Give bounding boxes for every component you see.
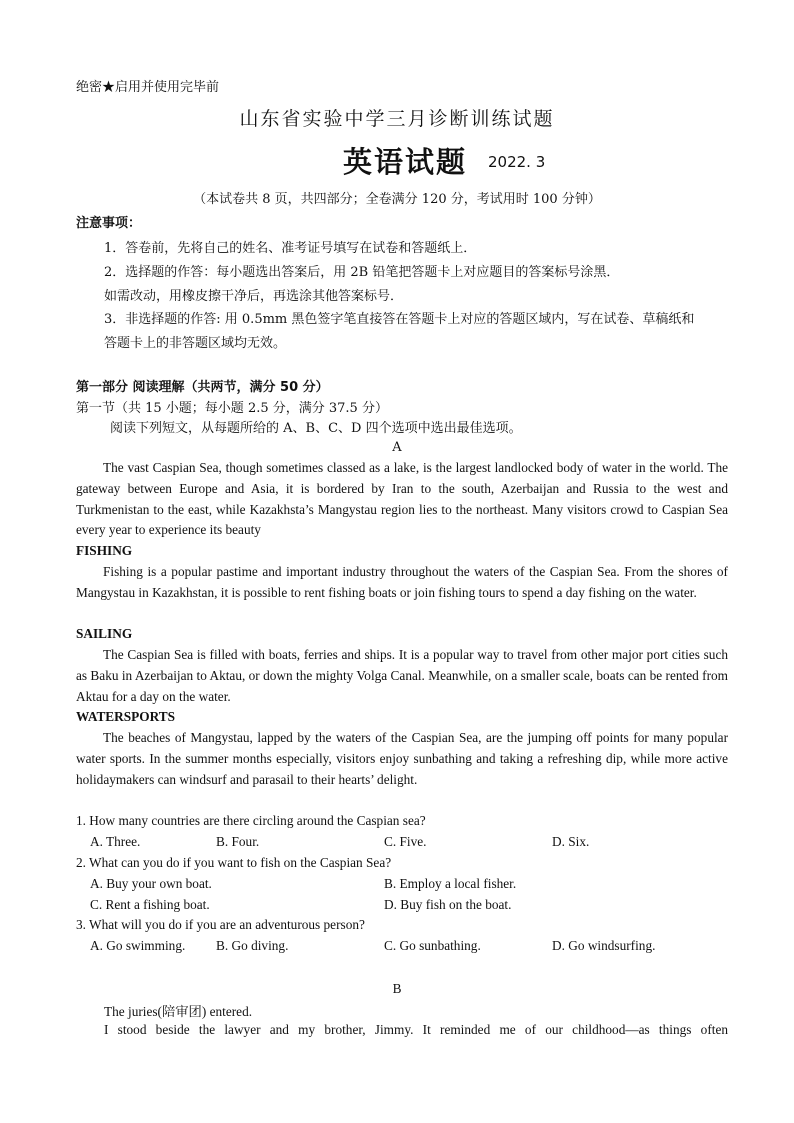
question-1-option-c: C. Five. [384,834,427,849]
question-2-option-c: C. Rent a fishing boat. [90,897,210,912]
question-3-option-c: C. Go sunbathing. [384,938,481,953]
question-2-option-a: A. Buy your own boat. [90,876,212,891]
fishing-heading: FISHING [76,543,133,558]
question-2-option-d: D. Buy fish on the boat. [384,897,512,912]
note-3: 3．非选择题的作答: 用 0.5mm 黑色签字笔直接答在答题卡上对应的答题区域内，写在试卷、草稿纸和 [104,312,695,327]
question-3-option-a: A. Go swimming. [90,938,186,953]
school-title: 山东省实验中学三月诊断训练试题 [239,108,555,130]
exam-date: 2022. 3 [488,153,546,171]
question-1: 1. How many countries are there circling around the Caspian sea? [76,813,426,828]
question-1-option-a: A. Three. [90,834,141,849]
subject-title: 英语试题 [343,145,468,179]
passage-a-intro: The vast Caspian Sea, though sometimes classed as a lake, is the largest landlocked body of water in the world. The gateway between Europe and Asia, it is bordered by Iran to the south, Azerbaijan and Russia to the west and Turkmenistan to the east, while Kazakhsta’s Mangystau region lies to the northeast. Many visitors crowd to Caspian Sea every year to experience its beauty [76,460,728,538]
sailing-paragraph: The Caspian Sea is filled with boats, ferries and ships. It is a popular way to travel from other major port cities such as Baku in Azerbaijan to Aktau, or down the mighty Volga Canal. Meanwhile, on a smaller scale, boats can be rented from Aktau for a day on the water. [76,647,728,704]
confidential-label: 绝密★启用并使用完毕前 [76,80,220,95]
section-one-title: 第一节（共 15 小题；每小题 2.5 分，满分 37.5 分） [76,401,388,416]
passage-b-letter: B [392,981,402,996]
question-3-option-b: B. Go diving. [216,938,289,953]
watersports-paragraph: The beaches of Mangystau, lapped by the waters of the Caspian Sea, are the jumping off points for many popular water sports. In the summer months especially, visitors enjoy sunbathing and taking a refreshing dip, while more active holidaymakers can windsurf and parasail to their hearts’ delight. [76,730,728,787]
exam-info: （本试卷共 8 页，共四部分；全卷满分 120 分，考试用时 100 分钟） [193,192,601,207]
fishing-paragraph: Fishing is a popular pastime and important industry throughout the waters of the Caspian Sea. From the shores of Mangystau in Kazakhstan, it is possible to rent fishing boats or join fishing tours to spend a day fishing on the water. [76,564,728,600]
notes-title: 注意事项： [76,216,142,231]
question-2: 2. What can you do if you want to fish on the Caspian Sea? [76,855,392,870]
passage-b-line-1: The juries(陪审团) entered. [104,1004,253,1019]
part-one-title: 第一部分 阅读理解（共两节，满分 50 分） [76,380,329,395]
reading-instruction: 阅读下列短文，从每题所给的 A、B、C、D 四个选项中选出最佳选项。 [110,421,522,436]
note-2: 2．选择题的作答：每小题选出答案后，用 2B 铅笔把答题卡上对应题目的答案标号涂黑． [104,265,620,280]
question-3: 3. What will you do if you are an adventurous person? [76,917,365,932]
note-3-continued: 答题卡上的非答题区域均无效。 [104,336,287,351]
question-3-option-d: D. Go windsurfing. [552,938,656,953]
note-1: 1．答卷前，先将自己的姓名、准考证号填写在试卷和答题纸上． [104,241,477,256]
sailing-heading: SAILING [76,626,133,641]
passage-a-letter: A [392,440,402,455]
passage-b-line-2: I stood beside the lawyer and my brother, Jimmy. It reminded me of our childhood—as things often [104,1022,728,1037]
note-2-continued: 如需改动，用橡皮擦干净后，再选涂其他答案标号． [104,289,404,304]
question-2-option-b: B. Employ a local fisher. [384,876,517,891]
question-1-option-b: B. Four. [216,834,260,849]
question-1-option-d: D. Six. [552,834,590,849]
watersports-heading: WATERSPORTS [76,709,176,724]
